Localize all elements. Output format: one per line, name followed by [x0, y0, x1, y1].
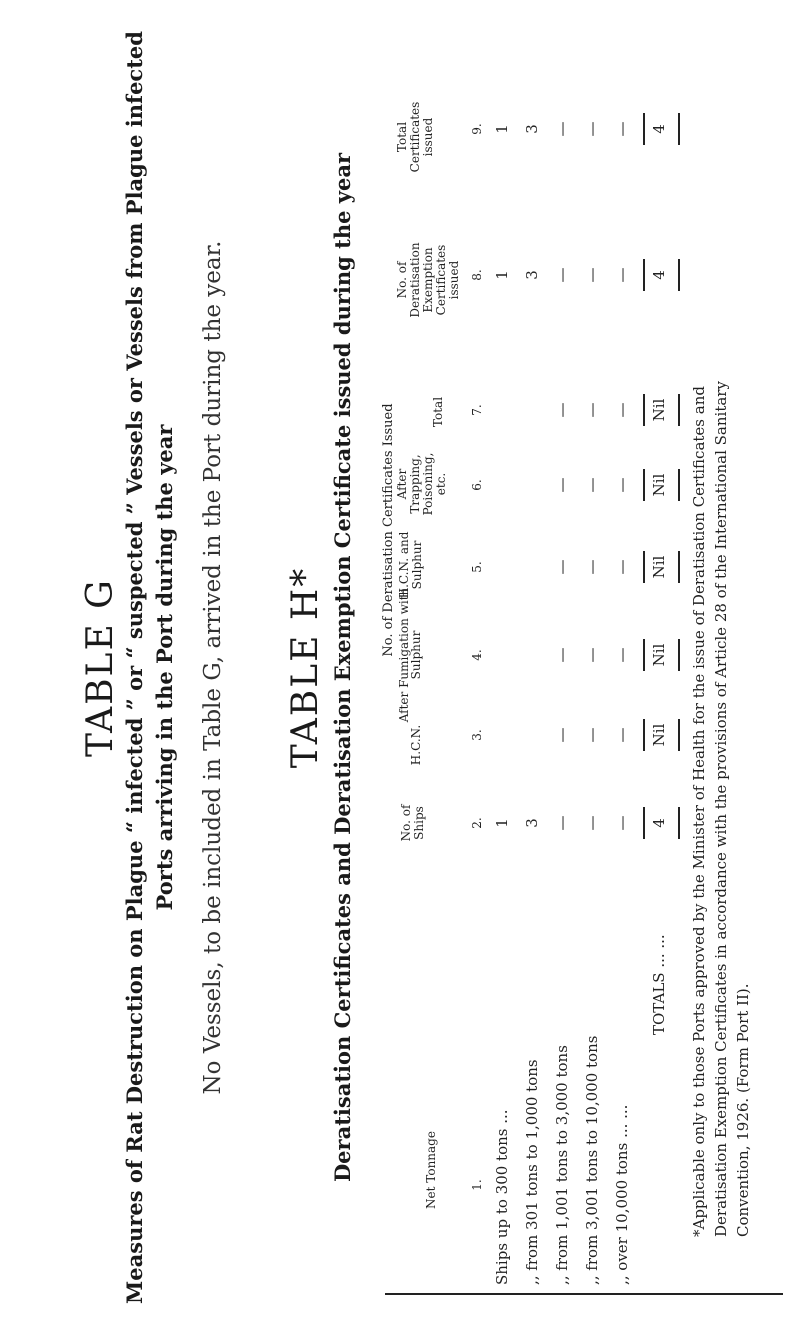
total-trapping: Nil [650, 473, 668, 497]
cell-ships: — [613, 815, 631, 831]
total-ships: 4 [650, 818, 668, 828]
cell-exemption: 1 [493, 270, 511, 280]
totals-label: TOTALS ... ... [650, 934, 668, 1035]
cell-hcn: — [583, 727, 601, 743]
cell-ships: — [583, 815, 601, 831]
cell-ships: 1 [493, 818, 511, 828]
cell-hcn-sulphur: — [613, 559, 631, 575]
cell-total-certificates: — [583, 121, 601, 137]
cell-hcn-sulphur: — [583, 559, 601, 575]
cell-sulphur: — [613, 647, 631, 663]
row-label: ,, over 10,000 tons ... ... [613, 1104, 631, 1285]
column-number: 2. [470, 817, 484, 829]
total-certificates: 4 [650, 124, 668, 134]
cell-exemption: — [583, 267, 601, 283]
cell-hcn: — [553, 727, 571, 743]
total-rule [643, 807, 645, 839]
cell-ships: 3 [523, 818, 541, 828]
header-group: No. of Deratisation Certificates Issued [381, 403, 396, 657]
cell-trapping: — [583, 477, 601, 493]
cell-total-certificates: — [613, 121, 631, 137]
cell-exemption: 3 [523, 270, 541, 280]
cell-total: — [553, 402, 571, 418]
header-hcn-sulphur: H.C.N. and Sulphur [397, 531, 424, 599]
total-exemption: 4 [650, 270, 668, 280]
table-g-note: No Vessels, to be included in Table G, arrived in the Port during the year. [200, 240, 226, 1095]
cell-total-certificates: 1 [493, 124, 511, 134]
column-number: 8. [470, 269, 484, 281]
row-label: Ships up to 300 tons ... [493, 1109, 511, 1285]
total-rule [643, 259, 645, 291]
column-number: 3. [470, 729, 484, 741]
total-rule [643, 719, 645, 751]
column-number: 5. [470, 561, 484, 573]
table-h-title: TABLE H* [285, 566, 326, 769]
column-number: 9. [470, 123, 484, 135]
table-h-heading: Deratisation Certificates and Deratisation Exemption Certificate issued during the year [330, 152, 355, 1183]
column-number: 7. [470, 404, 484, 416]
header-ships: No. of Ships [399, 804, 426, 842]
row-label: ,, from 3,001 tons to 10,000 tons [583, 1035, 601, 1285]
header-exemption: No. of Deratisation Exemption Certificates issued [395, 242, 461, 318]
cell-sulphur: — [553, 647, 571, 663]
footnote-line1: *Applicable only to those Ports approved by the Minister of Health for the issue of Deratisation Certificates and [690, 386, 708, 1237]
total-rule [678, 113, 680, 145]
cell-exemption: — [613, 267, 631, 283]
header-sulphur: Sulphur [409, 630, 423, 680]
cell-hcn-sulphur: — [553, 559, 571, 575]
total-rule [643, 469, 645, 501]
total-rule [643, 639, 645, 671]
total-rule [643, 113, 645, 145]
cell-total: — [583, 402, 601, 418]
footnote-line3: Convention, 1926. (Form Port II). [734, 983, 752, 1237]
cell-ships: — [553, 815, 571, 831]
total-total: Nil [650, 398, 668, 422]
total-rule [643, 551, 645, 583]
cell-total: — [613, 402, 631, 418]
column-number: 1. [470, 1179, 484, 1191]
footnote-line2: Deratisation Exemption Certificates in accordance with the provisions of Article 28 of the International Sanitary [712, 381, 730, 1237]
cell-total-certificates: 3 [523, 124, 541, 134]
cell-trapping: — [613, 477, 631, 493]
header-total: Total [431, 396, 445, 428]
cell-exemption: — [553, 267, 571, 283]
table-g-title: TABLE G [80, 578, 121, 757]
row-label: ,, from 301 tons to 1,000 tons [523, 1059, 541, 1285]
cell-sulphur: — [583, 647, 601, 663]
total-rule [643, 394, 645, 426]
cell-trapping: — [553, 477, 571, 493]
total-rule [678, 551, 680, 583]
table-g-heading-line2: Ports arriving in the Port during the year [152, 424, 177, 911]
total-hcn-sulphur: Nil [650, 555, 668, 579]
total-rule [678, 807, 680, 839]
header-net-tonnage: Net Tonnage [424, 1131, 438, 1209]
table-left-rule [385, 1293, 783, 1295]
column-number: 6. [470, 479, 484, 491]
header-hcn: H.C.N. [409, 724, 423, 766]
total-hcn: Nil [650, 723, 668, 747]
header-trapping: After Trapping, Poisoning, etc. [395, 452, 448, 516]
cell-hcn: — [613, 727, 631, 743]
total-rule [678, 469, 680, 501]
cell-total-certificates: — [553, 121, 571, 137]
total-rule [678, 639, 680, 671]
table-g-heading-line1: Measures of Rat Destruction on Plague “ infected ” or “ suspected ” Vessels or Vessels from Plague infected [122, 31, 147, 1304]
header-fumigation: After Fumigation with [397, 587, 411, 723]
total-rule [678, 259, 680, 291]
total-rule [678, 394, 680, 426]
header-total-certificates: Total Certificates issued [395, 101, 435, 173]
total-rule [678, 719, 680, 751]
row-label: ,, from 1,001 tons to 3,000 tons [553, 1045, 571, 1285]
column-number: 4. [470, 649, 484, 661]
total-sulphur: Nil [650, 643, 668, 667]
